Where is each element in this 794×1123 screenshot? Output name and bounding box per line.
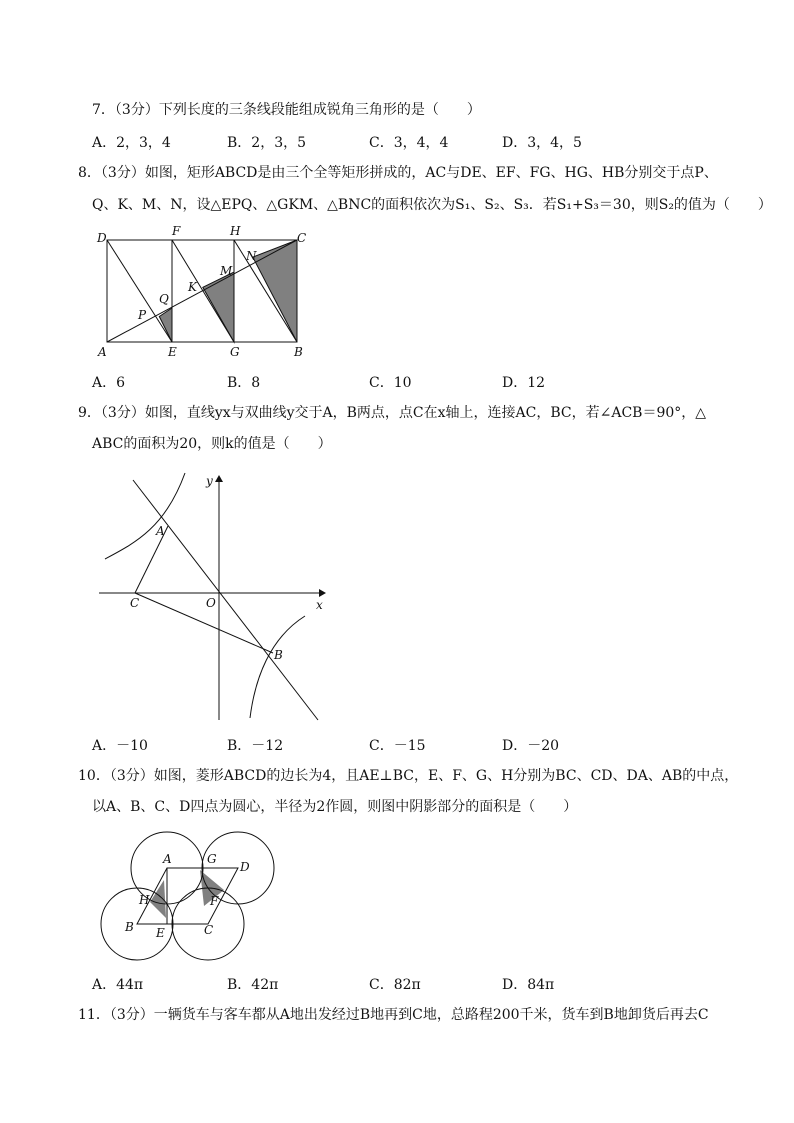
q8-label-q: Q <box>159 292 169 306</box>
q8-label-a: A <box>98 345 107 359</box>
q8-label-h: H <box>230 224 241 238</box>
q8-option-b[interactable]: B．8 <box>227 375 261 391</box>
q8-label-b: B <box>294 345 303 359</box>
q9-option-a[interactable]: A．－10 <box>92 738 148 754</box>
q7-option-b[interactable]: B．2，3，5 <box>227 135 307 151</box>
q9-option-c[interactable]: C．－15 <box>369 738 426 754</box>
q9-stem-line2: ABC的面积为20，则k的值是（ ） <box>92 436 332 452</box>
q10-label-b: B <box>125 920 134 934</box>
q10-label-f: F <box>210 894 219 908</box>
q7-options <box>92 132 732 152</box>
q10-stem-line1: 10．（3分）如图，菱形ABCD的边长为4，且AE⊥BC，E、F、G、H分别为BC、CD、DA、AB的中点， <box>78 768 739 784</box>
q10-rhombus-figure <box>92 824 282 964</box>
q8-label-e: E <box>168 345 177 359</box>
q9-label-b: B <box>274 648 283 662</box>
q8-label-c: C <box>297 231 307 245</box>
q7-option-a[interactable]: A．2，3，4 <box>92 135 171 151</box>
q10-label-c: C <box>204 923 214 937</box>
q10-stem-line2: 以A、B、C、D四点为圆心，半径为2作圆，则图中阴影部分的面积是（ ） <box>92 799 578 815</box>
q9-label-c: C <box>130 596 140 610</box>
q9-option-d[interactable]: D．－20 <box>502 738 560 754</box>
q10-label-d: D <box>240 860 250 874</box>
q9-options <box>92 735 732 755</box>
q9-label-o: O <box>206 596 216 610</box>
q8-option-c[interactable]: C．10 <box>369 375 412 391</box>
q8-label-n: N <box>246 249 257 263</box>
q10-option-b[interactable]: B．42π <box>227 977 279 993</box>
q11-stem-line1: 11．（3分）一辆货车与客车都从A地出发经过B地再到C地，总路程200千米，货车到B地卸货后再去C <box>78 1007 709 1023</box>
q9-stem-line1: 9．（3分）如图，直线yx与双曲线y交于A，B两点，点C在x轴上，连接AC，BC，若∠ACB＝90°，△ <box>78 405 707 421</box>
q9-coordinate-figure <box>95 468 335 724</box>
q8-label-d: D <box>97 231 107 245</box>
q10-label-g: G <box>207 852 217 866</box>
q10-option-d[interactable]: D．84π <box>502 977 555 993</box>
q8-option-d[interactable]: D．12 <box>502 375 546 391</box>
q8-label-p: P <box>138 308 147 322</box>
q9-option-b[interactable]: B．－12 <box>227 738 284 754</box>
q9-label-x: x <box>316 598 323 612</box>
q8-label-g: G <box>230 345 240 359</box>
q10-label-a: A <box>163 852 172 866</box>
q7-stem: 7．（3分）下列长度的三条线段能组成锐角三角形的是（ ） <box>92 102 481 118</box>
q7-option-c[interactable]: C．3，4，4 <box>369 135 449 151</box>
q10-label-e: E <box>156 926 165 940</box>
q10-option-a[interactable]: A．44π <box>92 977 144 993</box>
q10-option-c[interactable]: C．82π <box>369 977 421 993</box>
q10-options <box>92 974 732 994</box>
q8-options <box>92 372 732 392</box>
q7-option-d[interactable]: D．3，4，5 <box>502 135 582 151</box>
q8-label-k: K <box>188 280 197 294</box>
q10-label-h: H <box>139 893 150 907</box>
q8-stem-line1: 8．（3分）如图，矩形ABCD是由三个全等矩形拼成的，AC与DE、EF、FG、HG、HB分别交于点P、 <box>78 165 718 181</box>
q8-option-a[interactable]: A．6 <box>92 375 126 391</box>
q9-label-a: A <box>156 524 165 538</box>
q8-shade-bnc <box>253 240 297 342</box>
q8-rectangle-figure <box>92 222 322 362</box>
q8-stem-line2: Q、K、M、N，设△EPQ、△GKM、△BNC的面积依次为S₁、S₂、S₃．若S₁+S₃＝30，则S₂的值为（ ） <box>92 197 772 213</box>
q8-label-m: M <box>220 264 233 278</box>
q9-label-y: y <box>206 474 213 488</box>
q8-label-f: F <box>172 224 181 238</box>
